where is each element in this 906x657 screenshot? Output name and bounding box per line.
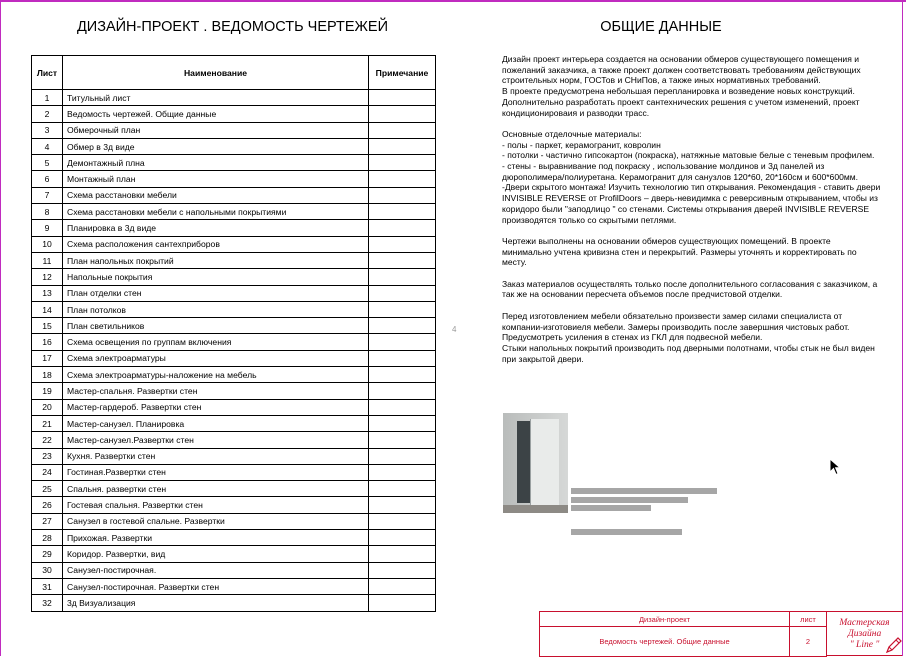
table-row bbox=[32, 155, 436, 171]
sheet-note-cell bbox=[369, 122, 436, 138]
sheet-name-cell: Гостевая спальня. Развертки стен bbox=[63, 497, 369, 513]
drawing-list-table bbox=[31, 55, 436, 612]
sheet-name-cell: Схема расстановки мебели bbox=[63, 187, 369, 203]
general-data-title: ОБЩИЕ ДАННЫЕ bbox=[600, 19, 722, 35]
sheet-note-cell bbox=[369, 415, 436, 431]
sheet-number-cell: 6 bbox=[32, 171, 63, 187]
paragraph: Дизайн проект интерьера создается на основании обмеров существующего помещения и пожеланий заказчика, а также проект должен соответствовать требованиям действующих строительных норм, ГОСТов и СНиПов, а также иных нормативных требований. bbox=[502, 54, 861, 86]
sheet-note-cell bbox=[369, 138, 436, 154]
sheet-note-cell bbox=[369, 269, 436, 285]
table-row bbox=[32, 90, 436, 106]
sheet-name-cell: Ведомость чертежей. Общие данные bbox=[63, 106, 369, 122]
table-row bbox=[32, 595, 436, 611]
sheet-note-cell bbox=[369, 481, 436, 497]
sheet-name-cell: Санузел-постирочная. Развертки стен bbox=[63, 578, 369, 594]
sheet-note-cell bbox=[369, 236, 436, 252]
sheet-name-cell: Обмерочный план bbox=[63, 122, 369, 138]
sheet-name-cell: Спальня. развертки стен bbox=[63, 481, 369, 497]
sheet-number-cell: 18 bbox=[32, 367, 63, 383]
placeholder-text-bar bbox=[571, 497, 688, 503]
table-row bbox=[32, 138, 436, 154]
sheet-name-cell: Титульный лист bbox=[63, 90, 369, 106]
sheet-number-cell: 31 bbox=[32, 578, 63, 594]
hidden-door-photo bbox=[503, 413, 568, 513]
sheet-name-cell: 3д Визуализация bbox=[63, 595, 369, 611]
sheet-note-cell bbox=[369, 530, 436, 546]
sheet-name-cell: Мастер-санузел. Планировка bbox=[63, 415, 369, 431]
sheet-name-cell: План светильников bbox=[63, 318, 369, 334]
sheet-name-cell: Мастер-гардероб. Развертки стен bbox=[63, 399, 369, 415]
project-label: Дизайн-проект bbox=[540, 612, 790, 627]
sheet-number-cell: 13 bbox=[32, 285, 63, 301]
sheet-note-cell bbox=[369, 334, 436, 350]
sheet-note-cell bbox=[369, 367, 436, 383]
sheet-name-cell: Схема расстановки мебели с напольными покрытиями bbox=[63, 204, 369, 220]
header-note: Примечание bbox=[369, 56, 436, 90]
page-marker: 4 bbox=[452, 325, 457, 334]
sheet-note-cell bbox=[369, 252, 436, 268]
sheet-note-cell bbox=[369, 350, 436, 366]
table-row bbox=[32, 236, 436, 252]
sheet-name-cell: План отделки стен bbox=[63, 285, 369, 301]
sheet-number-cell: 9 bbox=[32, 220, 63, 236]
sheet-name-cell: Планировка в 3д виде bbox=[63, 220, 369, 236]
material-item: -Двери скрытого монтажа! Изучить технологию тип открывания. Рекомендация - ставить двери INVISIBLE REVERSE от ProfilDoors – дверь-невидимка с реверсивным открыванием, чтобы из коридоро были "заподлицо " со стенами. Системы открывания дверей INVISIBLE REVERSE производятся только со скрытыми петлями. bbox=[502, 182, 881, 225]
table-row bbox=[32, 204, 436, 220]
table-row bbox=[32, 122, 436, 138]
paragraph: Стыки напольных покрытий производить под дверными полотнами, чтобы стык не был виден при закрытой двери. bbox=[502, 342, 875, 364]
sheet-name-cell: Мастер-спальня. Развертки стен bbox=[63, 383, 369, 399]
sheet-number-cell: 26 bbox=[32, 497, 63, 513]
sheet-number-cell: 28 bbox=[32, 530, 63, 546]
sheet-note-cell bbox=[369, 383, 436, 399]
sheet-note-cell bbox=[369, 546, 436, 562]
sheet-number-cell: 21 bbox=[32, 415, 63, 431]
sheet-number-cell: 8 bbox=[32, 204, 63, 220]
table-row bbox=[32, 546, 436, 562]
table-row bbox=[32, 383, 436, 399]
sheet-note-cell bbox=[369, 220, 436, 236]
paragraph: Заказ материалов осуществлять только после дополнительного согласования с заказчиком, а так же на основании пересчета объемов после предчистовой отделки. bbox=[502, 278, 878, 300]
sheet-number-cell: 7 bbox=[32, 187, 63, 203]
table-row bbox=[32, 530, 436, 546]
sheet-number-cell: 25 bbox=[32, 481, 63, 497]
sheet-label: лист bbox=[790, 612, 827, 627]
table-row bbox=[32, 106, 436, 122]
table-row bbox=[32, 350, 436, 366]
table-row bbox=[32, 367, 436, 383]
sheet-note-cell bbox=[369, 464, 436, 480]
sheet-note-cell bbox=[369, 171, 436, 187]
table-row bbox=[32, 220, 436, 236]
material-item: - полы - паркет, керамогранит, ковролин bbox=[502, 139, 661, 150]
sheet-name-cell: Схема освещения по группам включения bbox=[63, 334, 369, 350]
sheet-number: 2 bbox=[790, 627, 827, 657]
sheet-number-cell: 3 bbox=[32, 122, 63, 138]
sheet-number-cell: 32 bbox=[32, 595, 63, 611]
header-name: Наименование bbox=[63, 56, 369, 90]
sheet-name-cell: Санузел-постирочная. bbox=[63, 562, 369, 578]
sheet-name-cell: Монтажный план bbox=[63, 171, 369, 187]
page-frame-right bbox=[902, 0, 903, 656]
table-row bbox=[32, 187, 436, 203]
table-row bbox=[32, 562, 436, 578]
sheet-number-cell: 19 bbox=[32, 383, 63, 399]
sheet-number-cell: 23 bbox=[32, 448, 63, 464]
sheet-number-cell: 15 bbox=[32, 318, 63, 334]
sheet-number-cell: 11 bbox=[32, 252, 63, 268]
materials-heading: Основные отделочные материалы: bbox=[502, 128, 642, 139]
material-item: - стены - выравнивание под покраску , использование молдинов и 3д панелей из дюрополимера/полиуретана. Керамогранит для санузлов 120*60, 20*160см и 600*600мм. bbox=[502, 161, 858, 182]
table-header-row bbox=[32, 56, 436, 90]
table-row bbox=[32, 497, 436, 513]
paragraph: Предусмотреть усиления в стенах из ГКЛ для подвесной мебели. bbox=[502, 332, 763, 343]
sheet-note-cell bbox=[369, 318, 436, 334]
sheet-note-cell bbox=[369, 595, 436, 611]
table-row bbox=[32, 513, 436, 529]
paragraph: Чертежи выполнены на основании обмеров существующих помещений. В проекте минимально учтена кривизна стен и перекрытий. Размеры уточнять и корректировать по месту. bbox=[502, 235, 857, 268]
sheet-number-cell: 2 bbox=[32, 106, 63, 122]
page-frame-top bbox=[0, 0, 906, 2]
sheet-name-cell: Санузел в гостевой спальне. Развертки bbox=[63, 513, 369, 529]
table-row bbox=[32, 269, 436, 285]
sheet-name-cell: План напольных покрытий bbox=[63, 252, 369, 268]
sheet-name-cell: План потолков bbox=[63, 301, 369, 317]
header-sheet: Лист bbox=[32, 56, 63, 90]
sheet-name-cell: Напольные покрытия bbox=[63, 269, 369, 285]
sheet-note-cell bbox=[369, 90, 436, 106]
table-row bbox=[32, 171, 436, 187]
sheet-note-cell bbox=[369, 399, 436, 415]
sheet-number-cell: 24 bbox=[32, 464, 63, 480]
sheet-name-cell: Гостиная.Развертки стен bbox=[63, 464, 369, 480]
material-item: - потолки - частично гипсокартон (покраска), натяжные матовые белые с теневым профилем. bbox=[502, 150, 875, 161]
mouse-cursor-icon bbox=[829, 458, 841, 476]
sheet-name-cell: Демонтажный плна bbox=[63, 155, 369, 171]
table-row bbox=[32, 432, 436, 448]
sheet-note-cell bbox=[369, 578, 436, 594]
sheet-name-cell: Схема расположения сантехприборов bbox=[63, 236, 369, 252]
sheet-note-cell bbox=[369, 155, 436, 171]
table-row bbox=[32, 301, 436, 317]
sheet-name-cell: Обмер в 3д виде bbox=[63, 138, 369, 154]
sheet-name-cell: Схема электроарматуры bbox=[63, 350, 369, 366]
pencil-icon bbox=[885, 636, 903, 654]
table-row bbox=[32, 399, 436, 415]
sheet-number-cell: 10 bbox=[32, 236, 63, 252]
paragraph: В проекте предусмотрена небольшая перепланировка и возведение новых конструкций. Дополнительно разработать проект сантехнических решения с учетом изменений, проект кондиционироваия и разводки трасс. bbox=[502, 86, 860, 118]
table-row bbox=[32, 578, 436, 594]
sheet-note-cell bbox=[369, 513, 436, 529]
sheet-number-cell: 30 bbox=[32, 562, 63, 578]
table-row bbox=[32, 481, 436, 497]
table-row bbox=[32, 252, 436, 268]
sheet-name-cell: Коридор. Развертки, вид bbox=[63, 546, 369, 562]
sheet-name-cell: Схема электроарматуры-наложение на мебель bbox=[63, 367, 369, 383]
table-row bbox=[32, 448, 436, 464]
sheet-number-cell: 12 bbox=[32, 269, 63, 285]
sheet-note-cell bbox=[369, 187, 436, 203]
sheet-number-cell: 29 bbox=[32, 546, 63, 562]
sheet-number-cell: 20 bbox=[32, 399, 63, 415]
table-row bbox=[32, 285, 436, 301]
sheet-number-cell: 22 bbox=[32, 432, 63, 448]
sheet-note-cell bbox=[369, 285, 436, 301]
studio-logo: Мастерская Дизайна " Line " bbox=[826, 611, 902, 656]
sheet-name-cell: Прихожая. Развертки bbox=[63, 530, 369, 546]
placeholder-text-bar bbox=[571, 488, 717, 494]
sheet-number-cell: 1 bbox=[32, 90, 63, 106]
sheet-number-cell: 17 bbox=[32, 350, 63, 366]
sheet-number-cell: 4 bbox=[32, 138, 63, 154]
general-data-text bbox=[502, 54, 882, 364]
sheet-name-cell: Кухня. Развертки стен bbox=[63, 448, 369, 464]
placeholder-text-bar bbox=[571, 505, 651, 511]
sheet-note-cell bbox=[369, 448, 436, 464]
drawing-name: Ведомость чертежей. Общие данные bbox=[540, 627, 790, 657]
sheet-number-cell: 27 bbox=[32, 513, 63, 529]
table-row bbox=[32, 318, 436, 334]
sheet-number-cell: 5 bbox=[32, 155, 63, 171]
title-block bbox=[539, 611, 827, 657]
sheet-note-cell bbox=[369, 301, 436, 317]
sheet-name-cell: Мастер-санузел.Развертки стен bbox=[63, 432, 369, 448]
placeholder-text-bar bbox=[571, 529, 682, 535]
table-row bbox=[32, 464, 436, 480]
drawing-list-title: ДИЗАЙН-ПРОЕКТ . ВЕДОМОСТЬ ЧЕРТЕЖЕЙ bbox=[76, 19, 389, 35]
paragraph: Перед изготовлением мебели обязательно произвести замер силами специалиста от компании-изготовиеля мебели. Замеры производить после завершния чистовых работ. bbox=[502, 310, 850, 332]
sheet-number-cell: 16 bbox=[32, 334, 63, 350]
table-row bbox=[32, 334, 436, 350]
sheet-note-cell bbox=[369, 432, 436, 448]
sheet-number-cell: 14 bbox=[32, 301, 63, 317]
sheet-note-cell bbox=[369, 497, 436, 513]
page-frame-left bbox=[0, 0, 1, 656]
table-row bbox=[32, 415, 436, 431]
sheet-note-cell bbox=[369, 562, 436, 578]
sheet-note-cell bbox=[369, 106, 436, 122]
sheet-note-cell bbox=[369, 204, 436, 220]
